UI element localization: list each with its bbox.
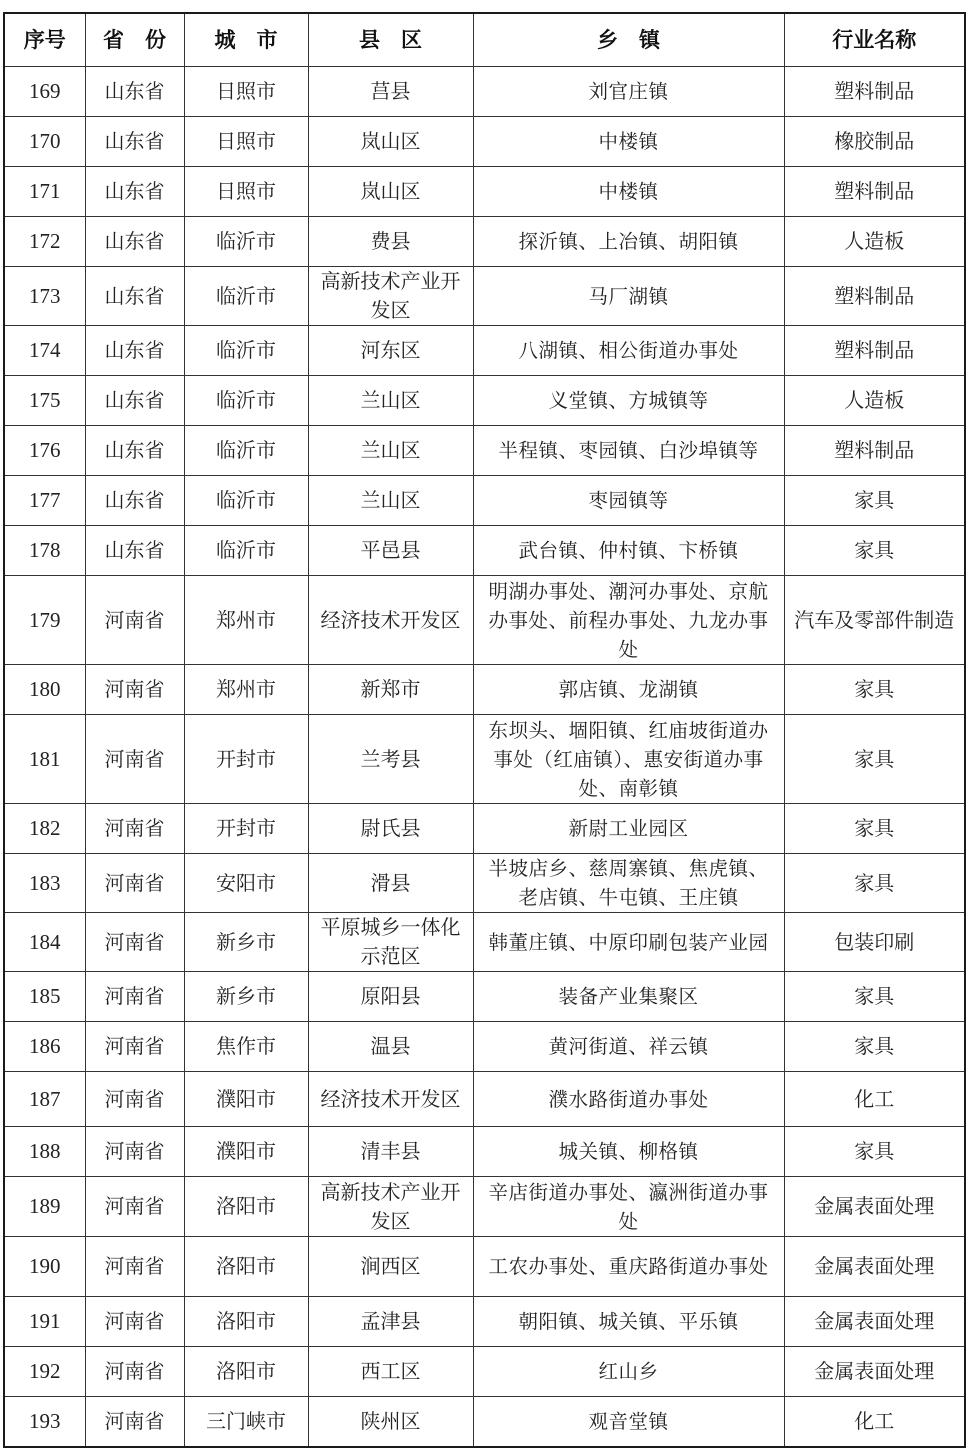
cell-county: 清丰县 (308, 1127, 473, 1177)
cell-city: 郑州市 (184, 576, 308, 665)
cell-county: 岚山区 (308, 167, 473, 217)
cell-seq: 173 (4, 267, 85, 326)
cell-province: 山东省 (85, 476, 184, 526)
table-row (4, 117, 965, 167)
cell-city: 日照市 (184, 67, 308, 117)
cell-town: 明湖办事处、潮河办事处、京航办事处、前程办事处、九龙办事处 (473, 576, 784, 665)
cell-industry: 家具 (784, 715, 965, 804)
cell-seq: 180 (4, 665, 85, 715)
cell-county: 温县 (308, 1022, 473, 1072)
cell-province: 山东省 (85, 217, 184, 267)
cell-province: 山东省 (85, 526, 184, 576)
cell-county: 平邑县 (308, 526, 473, 576)
cell-city: 日照市 (184, 167, 308, 217)
cell-seq: 188 (4, 1127, 85, 1177)
cell-town: 装备产业集聚区 (473, 972, 784, 1022)
cell-city: 洛阳市 (184, 1177, 308, 1237)
cell-city: 郑州市 (184, 665, 308, 715)
cell-city: 濮阳市 (184, 1072, 308, 1127)
cell-industry: 塑料制品 (784, 426, 965, 476)
cell-industry: 人造板 (784, 376, 965, 426)
cell-industry: 家具 (784, 476, 965, 526)
cell-town: 武台镇、仲村镇、卞桥镇 (473, 526, 784, 576)
cell-industry: 家具 (784, 1022, 965, 1072)
table-row (4, 267, 965, 326)
industry-cluster-table (3, 12, 966, 1448)
cell-town: 红山乡 (473, 1347, 784, 1397)
cell-industry: 化工 (784, 1397, 965, 1447)
cell-county: 孟津县 (308, 1297, 473, 1347)
header-town: 乡 镇 (473, 13, 784, 67)
cell-province: 河南省 (85, 1237, 184, 1297)
cell-city: 临沂市 (184, 426, 308, 476)
cell-city: 洛阳市 (184, 1297, 308, 1347)
cell-seq: 186 (4, 1022, 85, 1072)
table-row (4, 167, 965, 217)
cell-county: 兰山区 (308, 426, 473, 476)
table-row (4, 576, 965, 665)
cell-county: 兰山区 (308, 376, 473, 426)
cell-province: 山东省 (85, 376, 184, 426)
cell-seq: 179 (4, 576, 85, 665)
cell-town: 半程镇、枣园镇、白沙埠镇等 (473, 426, 784, 476)
cell-county: 兰考县 (308, 715, 473, 804)
cell-seq: 185 (4, 972, 85, 1022)
cell-city: 洛阳市 (184, 1347, 308, 1397)
cell-town: 韩董庄镇、中原印刷包装产业园 (473, 913, 784, 972)
table-row (4, 715, 965, 804)
cell-county: 陕州区 (308, 1397, 473, 1447)
cell-seq: 171 (4, 167, 85, 217)
table-row (4, 376, 965, 426)
cell-province: 山东省 (85, 67, 184, 117)
cell-city: 开封市 (184, 715, 308, 804)
cell-seq: 178 (4, 526, 85, 576)
cell-city: 开封市 (184, 804, 308, 854)
cell-city: 临沂市 (184, 376, 308, 426)
table-row (4, 326, 965, 376)
cell-industry: 金属表面处理 (784, 1347, 965, 1397)
cell-seq: 191 (4, 1297, 85, 1347)
cell-county: 滑县 (308, 854, 473, 913)
cell-seq: 189 (4, 1177, 85, 1237)
cell-industry: 家具 (784, 972, 965, 1022)
table-row (4, 67, 965, 117)
cell-town: 新尉工业园区 (473, 804, 784, 854)
table-row (4, 854, 965, 913)
cell-province: 河南省 (85, 804, 184, 854)
cell-industry: 家具 (784, 665, 965, 715)
cell-province: 河南省 (85, 715, 184, 804)
cell-city: 临沂市 (184, 326, 308, 376)
cell-industry: 金属表面处理 (784, 1297, 965, 1347)
cell-town: 枣园镇等 (473, 476, 784, 526)
table-row (4, 1397, 965, 1447)
cell-city: 新乡市 (184, 913, 308, 972)
cell-industry: 塑料制品 (784, 267, 965, 326)
cell-industry: 金属表面处理 (784, 1177, 965, 1237)
cell-province: 山东省 (85, 267, 184, 326)
cell-seq: 193 (4, 1397, 85, 1447)
cell-county: 西工区 (308, 1347, 473, 1397)
table-row (4, 1072, 965, 1127)
cell-city: 日照市 (184, 117, 308, 167)
table-row (4, 476, 965, 526)
cell-industry: 塑料制品 (784, 326, 965, 376)
header-row (4, 13, 965, 67)
cell-county: 平原城乡一体化示范区 (308, 913, 473, 972)
cell-province: 河南省 (85, 1177, 184, 1237)
table-row (4, 426, 965, 476)
header-industry: 行业名称 (784, 13, 965, 67)
cell-county: 兰山区 (308, 476, 473, 526)
cell-city: 临沂市 (184, 526, 308, 576)
cell-industry: 汽车及零部件制造 (784, 576, 965, 665)
header-county: 县 区 (308, 13, 473, 67)
cell-seq: 187 (4, 1072, 85, 1127)
table-row (4, 526, 965, 576)
cell-province: 山东省 (85, 326, 184, 376)
cell-province: 河南省 (85, 854, 184, 913)
cell-town: 义堂镇、方城镇等 (473, 376, 784, 426)
cell-city: 安阳市 (184, 854, 308, 913)
cell-seq: 176 (4, 426, 85, 476)
cell-county: 岚山区 (308, 117, 473, 167)
cell-province: 河南省 (85, 1297, 184, 1347)
cell-seq: 184 (4, 913, 85, 972)
cell-town: 郭店镇、龙湖镇 (473, 665, 784, 715)
cell-county: 经济技术开发区 (308, 1072, 473, 1127)
cell-seq: 169 (4, 67, 85, 117)
cell-industry: 包装印刷 (784, 913, 965, 972)
cell-seq: 183 (4, 854, 85, 913)
cell-town: 中楼镇 (473, 167, 784, 217)
cell-industry: 化工 (784, 1072, 965, 1127)
cell-town: 刘官庄镇 (473, 67, 784, 117)
table-row (4, 1347, 965, 1397)
table-row (4, 1237, 965, 1297)
table-body (4, 67, 965, 1447)
cell-town: 观音堂镇 (473, 1397, 784, 1447)
cell-town: 濮水路街道办事处 (473, 1072, 784, 1127)
cell-industry: 家具 (784, 1127, 965, 1177)
cell-city: 临沂市 (184, 267, 308, 326)
cell-county: 高新技术产业开发区 (308, 267, 473, 326)
cell-industry: 金属表面处理 (784, 1237, 965, 1297)
cell-county: 原阳县 (308, 972, 473, 1022)
table-row (4, 1127, 965, 1177)
cell-province: 河南省 (85, 1022, 184, 1072)
header-seq: 序号 (4, 13, 85, 67)
cell-province: 山东省 (85, 117, 184, 167)
cell-county: 经济技术开发区 (308, 576, 473, 665)
cell-province: 河南省 (85, 665, 184, 715)
cell-industry: 家具 (784, 526, 965, 576)
header-city: 城 市 (184, 13, 308, 67)
cell-province: 山东省 (85, 167, 184, 217)
cell-town: 辛店街道办事处、瀛洲街道办事处 (473, 1177, 784, 1237)
cell-town: 八湖镇、相公街道办事处 (473, 326, 784, 376)
cell-industry: 塑料制品 (784, 67, 965, 117)
cell-county: 莒县 (308, 67, 473, 117)
cell-town: 黄河街道、祥云镇 (473, 1022, 784, 1072)
cell-province: 河南省 (85, 913, 184, 972)
cell-town: 朝阳镇、城关镇、平乐镇 (473, 1297, 784, 1347)
cell-town: 探沂镇、上冶镇、胡阳镇 (473, 217, 784, 267)
cell-city: 临沂市 (184, 476, 308, 526)
cell-town: 马厂湖镇 (473, 267, 784, 326)
cell-province: 河南省 (85, 576, 184, 665)
table-row (4, 1297, 965, 1347)
cell-town: 工农办事处、重庆路街道办事处 (473, 1237, 784, 1297)
cell-county: 河东区 (308, 326, 473, 376)
cell-county: 尉氏县 (308, 804, 473, 854)
cell-industry: 橡胶制品 (784, 117, 965, 167)
cell-industry: 人造板 (784, 217, 965, 267)
cell-seq: 175 (4, 376, 85, 426)
cell-seq: 192 (4, 1347, 85, 1397)
cell-town: 中楼镇 (473, 117, 784, 167)
cell-city: 濮阳市 (184, 1127, 308, 1177)
cell-province: 河南省 (85, 1347, 184, 1397)
table-row (4, 1177, 965, 1237)
cell-province: 河南省 (85, 972, 184, 1022)
cell-seq: 177 (4, 476, 85, 526)
cell-county: 新郑市 (308, 665, 473, 715)
cell-province: 河南省 (85, 1127, 184, 1177)
table-row (4, 1022, 965, 1072)
cell-county: 涧西区 (308, 1237, 473, 1297)
cell-seq: 172 (4, 217, 85, 267)
cell-city: 洛阳市 (184, 1237, 308, 1297)
table-row (4, 972, 965, 1022)
table-row (4, 665, 965, 715)
cell-province: 河南省 (85, 1397, 184, 1447)
cell-county: 费县 (308, 217, 473, 267)
cell-seq: 170 (4, 117, 85, 167)
cell-industry: 家具 (784, 804, 965, 854)
cell-seq: 181 (4, 715, 85, 804)
header-province: 省 份 (85, 13, 184, 67)
cell-city: 临沂市 (184, 217, 308, 267)
cell-city: 焦作市 (184, 1022, 308, 1072)
cell-seq: 182 (4, 804, 85, 854)
cell-city: 新乡市 (184, 972, 308, 1022)
cell-industry: 家具 (784, 854, 965, 913)
table-row (4, 913, 965, 972)
cell-seq: 190 (4, 1237, 85, 1297)
cell-town: 城关镇、柳格镇 (473, 1127, 784, 1177)
cell-city: 三门峡市 (184, 1397, 308, 1447)
cell-province: 山东省 (85, 426, 184, 476)
table-row (4, 217, 965, 267)
table-row (4, 804, 965, 854)
cell-industry: 塑料制品 (784, 167, 965, 217)
cell-seq: 174 (4, 326, 85, 376)
cell-town: 半坡店乡、慈周寨镇、焦虎镇、老店镇、牛屯镇、王庄镇 (473, 854, 784, 913)
cell-province: 河南省 (85, 1072, 184, 1127)
cell-town: 东坝头、堌阳镇、红庙坡街道办事处（红庙镇）、惠安街道办事处、南彰镇 (473, 715, 784, 804)
cell-county: 高新技术产业开发区 (308, 1177, 473, 1237)
